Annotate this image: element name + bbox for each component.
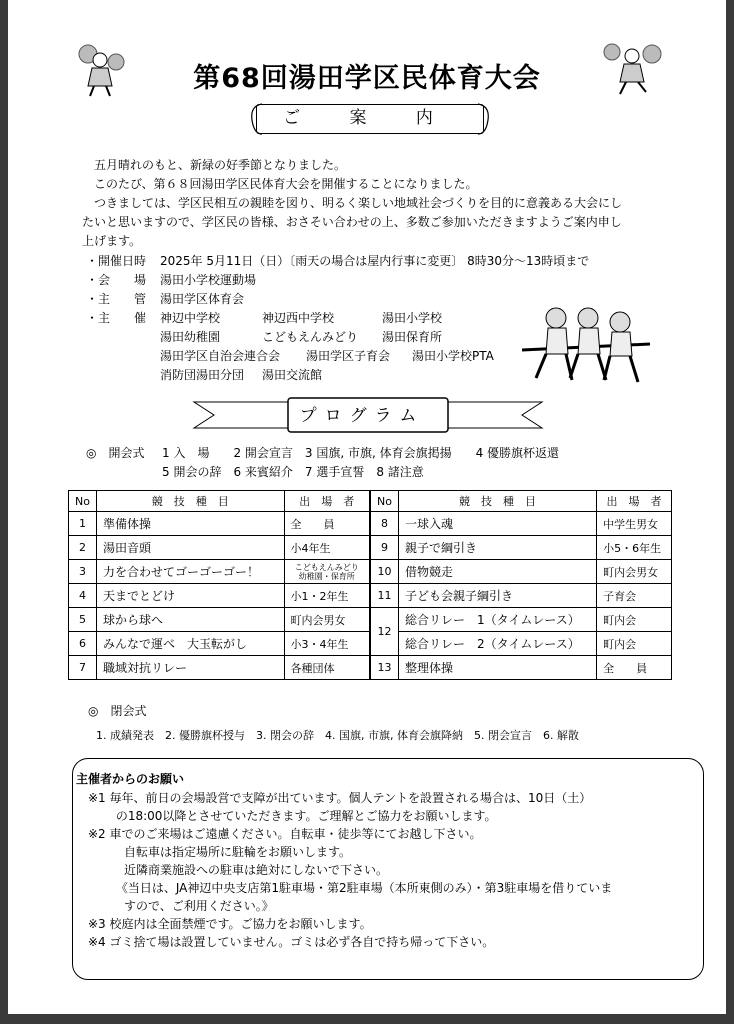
event-entrant <box>284 560 369 584</box>
host-org: 湯田小学校 <box>382 311 443 325</box>
event-name: 整理体操 <box>398 656 596 680</box>
table-row <box>69 584 370 608</box>
host-org: 湯田保育所 <box>382 330 443 344</box>
notice-line: すので、ご利用ください。》 <box>88 899 274 913</box>
event-entrant: 各種団体 <box>284 656 369 680</box>
event-entrant: 子育会 <box>597 584 672 608</box>
col-header-entrant: 出 場 者 <box>284 491 369 512</box>
date-value: 2025年 5月11日（日）〔雨天の場合は屋内行事に変更〕 8時30分～13時頃まで <box>160 254 590 268</box>
event-no: 12 <box>371 608 399 656</box>
tug-of-war-illustration <box>522 294 652 390</box>
table-row <box>69 560 370 584</box>
table-row <box>69 536 370 560</box>
event-entrant: 全 員 <box>284 512 369 536</box>
notice-line: ※2 車でのご来場はご遠慮ください。自転車・徒歩等にてお越し下さい。 <box>88 827 482 841</box>
event-entrant: 全 員 <box>597 656 672 680</box>
event-entrant: 小3・4年生 <box>284 632 369 656</box>
date-label: ・開催日時 <box>86 254 147 268</box>
host-label: ・主 催 <box>86 311 147 325</box>
host-org: 湯田幼稚園 <box>160 330 221 344</box>
notice-line: ※1 毎年、前日の会場設営で支障が出ています。個人テントを設置される場合は、10日（土） <box>88 791 592 805</box>
venue-label: ・会 場 <box>86 273 147 287</box>
notice-heading: 主催者からのお願い <box>76 772 185 786</box>
event-no: 9 <box>371 536 399 560</box>
event-entrant: 中学生男女 <box>597 512 672 536</box>
event-no: 6 <box>69 632 97 656</box>
notice-line: の18:00以降とさせていただきます。ご理解とご協力をお願いします。 <box>88 809 497 823</box>
table-row <box>371 632 672 656</box>
opening-line: 1 入 場 2 開会宣言 3 国旗, 市旗, 体育会旗掲揚 4 優勝旗杯返還 <box>162 446 560 460</box>
event-entrant: 小1・2年生 <box>284 584 369 608</box>
event-name: 子ども会親子綱引き <box>398 584 596 608</box>
table-row <box>371 656 672 680</box>
host-org: 湯田学区自治会連合会 <box>160 349 281 363</box>
notice-line: 自転車は指定場所に駐輪をお願いします。 <box>88 845 352 859</box>
subtitle: ご 案 内 <box>283 108 455 128</box>
event-no: 10 <box>371 560 399 584</box>
event-entrant: 町内会男女 <box>597 560 672 584</box>
host-org: 消防団湯田分団 <box>160 368 245 382</box>
event-entrant: 小4年生 <box>284 536 369 560</box>
event-name: 職域対抗リレー <box>96 656 284 680</box>
table-row <box>69 632 370 656</box>
event-name: 総合リレー 1（タイムレース） <box>398 608 596 632</box>
event-no: 11 <box>371 584 399 608</box>
col-header-event: 競 技 種 目 <box>96 491 284 512</box>
table-row <box>371 608 672 632</box>
event-entrant-line: こどもえんみどり <box>294 562 359 572</box>
table-row <box>371 560 672 584</box>
program-table-left <box>68 490 370 680</box>
host-org: 湯田小学校PTA <box>412 349 494 363</box>
intro-line: このたび、第６８回湯田学区民体育大会を開催することになりました。 <box>94 177 478 191</box>
notice-line: 近隣商業施設への駐車は絶対にしないで下さい。 <box>88 863 389 877</box>
host-org: こどもえんみどり <box>262 330 359 344</box>
col-header-entrant: 出 場 者 <box>597 491 672 512</box>
table-row <box>371 512 672 536</box>
event-name: 準備体操 <box>96 512 284 536</box>
manager-value: 湯田学区体育会 <box>160 292 245 306</box>
event-entrant: 町内会 <box>597 608 672 632</box>
event-name: 一球入魂 <box>398 512 596 536</box>
program-label: プログラム <box>299 406 425 426</box>
event-name: 天までとどけ <box>96 584 284 608</box>
col-header-no: No <box>69 491 97 512</box>
event-name: 湯田音頭 <box>96 536 284 560</box>
notice-line: 《当日は、JA神辺中央支店第1駐車場・第2駐車場（本所東側のみ）・第3駐車場を借りていま <box>88 881 613 895</box>
opening-label: ◎ 開会式 <box>86 446 145 460</box>
notice-line: ※3 校庭内は全面禁煙です。ご協力をお願いします。 <box>88 917 372 931</box>
event-no: 13 <box>371 656 399 680</box>
event-name: 力を合わせてゴーゴーゴー！ <box>96 560 284 584</box>
event-no: 3 <box>69 560 97 584</box>
table-row <box>69 512 370 536</box>
closing-label: ◎ 閉会式 <box>88 704 147 718</box>
event-name: みんなで運べ 大玉転がし <box>96 632 284 656</box>
event-entrant: 町内会男女 <box>284 608 369 632</box>
program-table-right <box>370 490 672 680</box>
table-row <box>371 536 672 560</box>
table-row <box>371 584 672 608</box>
document-page <box>8 0 726 1014</box>
event-no: 7 <box>69 656 97 680</box>
opening-line: 5 開会の辞 6 来賓紹介 7 選手宣誓 8 諸注意 <box>162 465 424 479</box>
event-name: 借物競走 <box>398 560 596 584</box>
intro-line: 上げます。 <box>82 234 142 248</box>
event-no: 8 <box>371 512 399 536</box>
intro-line: つきましては、学区民相互の親睦を図り、明るく楽しい地域社会づくりを目的に意義ある大会にし <box>94 196 623 210</box>
host-org: 神辺中学校 <box>160 311 221 325</box>
event-no: 4 <box>69 584 97 608</box>
closing-line: 1. 成績発表 2. 優勝旗杯授与 3. 閉会の辞 4. 国旗, 市旗, 体育会旗降納 5. 閉会宣言 6. 解散 <box>96 729 579 742</box>
table-row <box>69 608 370 632</box>
event-no: 2 <box>69 536 97 560</box>
event-entrant: 町内会 <box>597 632 672 656</box>
table-row <box>69 656 370 680</box>
host-org: 湯田交流館 <box>262 368 323 382</box>
event-entrant-line: 幼稚園・保育所 <box>298 571 355 581</box>
col-header-no: No <box>371 491 399 512</box>
page-title: 第68回湯田学区民体育大会 <box>193 63 541 94</box>
intro-line: たいと思いますので、学区民の皆様、おさそい合わせの上、多数ご参加いただきますようご案内申し <box>82 215 622 229</box>
event-entrant: 小5・6年生 <box>597 536 672 560</box>
event-name: 球から球へ <box>96 608 284 632</box>
venue-value: 湯田小学校運動場 <box>160 273 257 287</box>
host-org: 湯田学区子育会 <box>306 349 391 363</box>
event-name: 親子で綱引き <box>398 536 596 560</box>
col-header-event: 競 技 種 目 <box>398 491 596 512</box>
event-no: 5 <box>69 608 97 632</box>
host-org: 神辺西中学校 <box>262 311 335 325</box>
intro-line: 五月晴れのもと、新緑の好季節となりました。 <box>94 158 347 172</box>
event-name: 総合リレー 2（タイムレース） <box>398 632 596 656</box>
event-no: 1 <box>69 512 97 536</box>
manager-label: ・主 管 <box>86 292 147 306</box>
notice-line: ※4 ゴミ捨て場は設置していません。ゴミは必ず各自で持ち帰って下さい。 <box>88 935 495 949</box>
